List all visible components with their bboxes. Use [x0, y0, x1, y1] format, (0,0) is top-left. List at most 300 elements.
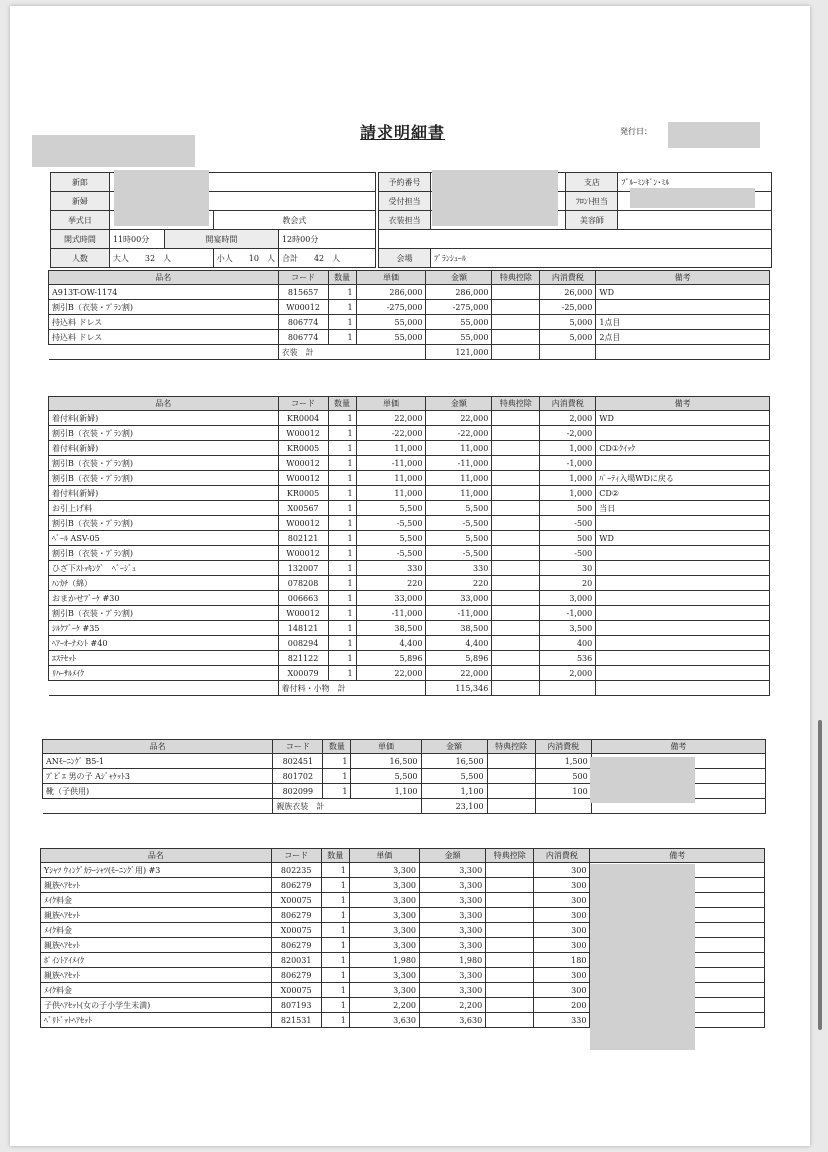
redacted-notes-family: [590, 757, 695, 803]
table-cell: ANﾓｰﾆﾝｸﾞ B5-1: [43, 754, 273, 769]
table-cell: 3,300: [420, 923, 486, 938]
reception-time-label: 開宴時間: [164, 230, 278, 249]
table-cell: 148121: [278, 621, 328, 636]
table-cell: お引上げ料: [49, 501, 279, 516]
table-cell: [492, 591, 540, 606]
table-cell: 22,000: [426, 666, 492, 681]
table-cell: 300: [534, 923, 590, 938]
table-cell: 38,500: [426, 621, 492, 636]
table-cell: 300: [534, 938, 590, 953]
table-cell: -2,000: [540, 426, 596, 441]
table-cell: 11,000: [426, 471, 492, 486]
table-cell: -500: [540, 546, 596, 561]
table-cell: 330: [534, 1013, 590, 1028]
table-cell: 33,000: [426, 591, 492, 606]
table-cell: 3,300: [349, 878, 419, 893]
table-cell: 5,500: [356, 531, 426, 546]
table-cell: [487, 754, 535, 769]
table-cell: 801702: [273, 769, 323, 784]
items-table-costume: [48, 270, 770, 360]
table-cell: 55,000: [426, 315, 492, 330]
table-cell: 子供ﾍｱｾｯﾄ(女の子小学生未満): [41, 998, 272, 1013]
table-cell: X00075: [271, 893, 321, 908]
branch-value: ﾌﾞﾙｰﾐﾝｷﾞﾝ･ﾐﾙ: [618, 173, 772, 192]
table-cell: 3,300: [349, 893, 419, 908]
table-row: [49, 411, 770, 426]
table-cell: [492, 531, 540, 546]
table-cell: -11,000: [426, 456, 492, 471]
table-cell: [492, 606, 540, 621]
table-cell: 802451: [273, 754, 323, 769]
table-cell: CD②: [596, 486, 770, 501]
table-cell: 5,500: [421, 769, 487, 784]
table-cell: 割引B（衣装・ﾌﾟﾗﾝ割): [49, 471, 279, 486]
column-header: 備考: [591, 740, 765, 754]
table-cell: 400: [540, 636, 596, 651]
table-cell: -5,500: [426, 516, 492, 531]
table-cell: 26,000: [540, 285, 596, 300]
table-cell: [492, 471, 540, 486]
table-cell: 300: [534, 893, 590, 908]
table-cell: 4,400: [356, 636, 426, 651]
table-cell: 5,500: [351, 769, 421, 784]
subtotal-label: 親族衣装 計: [273, 799, 421, 814]
table-cell: WD: [596, 285, 770, 300]
table-cell: X00075: [271, 983, 321, 998]
table-cell: 3,300: [349, 863, 419, 878]
table-cell: ﾍﾞｰﾙ ASV-05: [49, 531, 279, 546]
table-cell: 330: [356, 561, 426, 576]
table-row: [49, 471, 770, 486]
table-cell: 802099: [273, 784, 323, 799]
table-cell: 55,000: [356, 315, 426, 330]
table-row: [49, 531, 770, 546]
subtotal-value: 23,100: [421, 799, 487, 814]
table-cell: 1: [328, 606, 356, 621]
table-cell: KR0005: [278, 441, 328, 456]
table-header-row: [49, 271, 770, 285]
table-cell: 1: [323, 769, 351, 784]
table-cell: WD: [596, 411, 770, 426]
table-cell: -1,000: [540, 606, 596, 621]
table-cell: おまかせﾌﾞｰｹ #30: [49, 591, 279, 606]
scrollbar[interactable]: [818, 720, 822, 1030]
table-row: [49, 501, 770, 516]
table-cell: ｼﾙｸﾌﾞｰｹ #35: [49, 621, 279, 636]
table-cell: 1: [321, 923, 349, 938]
table-cell: CD①ｸｲｯｸ: [596, 441, 770, 456]
table-cell: [492, 285, 540, 300]
table-cell: 500: [535, 769, 591, 784]
table-cell: [596, 300, 770, 315]
redacted-notes-hair: [590, 864, 695, 1050]
table-cell: [486, 923, 534, 938]
table-cell: 1: [328, 516, 356, 531]
table-cell: 親族ﾍｱｾｯﾄ: [41, 938, 272, 953]
subtotal-value: 115,346: [426, 681, 492, 696]
table-cell: 2,200: [349, 998, 419, 1013]
table-row: [49, 636, 770, 651]
table-cell: KR0004: [278, 411, 328, 426]
table-cell: 300: [534, 878, 590, 893]
redacted-front-staff: [630, 188, 755, 208]
table-header-row: [43, 740, 766, 754]
table-cell: 1: [328, 426, 356, 441]
table-cell: 5,000: [540, 330, 596, 345]
table-cell: [596, 546, 770, 561]
table-cell: [596, 456, 770, 471]
table-cell: 22,000: [356, 666, 426, 681]
table-cell: [486, 968, 534, 983]
table-cell: ﾘﾊｰｻﾙﾒｲｸ: [49, 666, 279, 681]
table-cell: 1: [321, 953, 349, 968]
table-cell: -22,000: [426, 426, 492, 441]
table-cell: 1: [328, 561, 356, 576]
table-cell: 500: [540, 501, 596, 516]
table-row: [49, 456, 770, 471]
table-cell: -5,500: [356, 516, 426, 531]
table-cell: 220: [356, 576, 426, 591]
table-cell: 3,300: [420, 938, 486, 953]
beautician-label: 美容師: [566, 211, 618, 230]
column-header: 単価: [349, 849, 419, 863]
table-cell: 1,100: [351, 784, 421, 799]
table-cell: 55,000: [356, 330, 426, 345]
table-cell: 1: [328, 486, 356, 501]
table-cell: 20: [540, 576, 596, 591]
table-cell: 821531: [271, 1013, 321, 1028]
column-header: 品名: [43, 740, 273, 754]
column-header: 内消費税: [540, 271, 596, 285]
table-cell: 5,500: [356, 501, 426, 516]
table-cell: 1: [328, 591, 356, 606]
table-cell: 806279: [271, 938, 321, 953]
column-header: 品名: [49, 397, 279, 411]
table-cell: -11,000: [426, 606, 492, 621]
column-header: 備考: [596, 271, 770, 285]
column-header: 数量: [323, 740, 351, 754]
table-cell: [492, 486, 540, 501]
ceremony-type: 教会式: [213, 211, 375, 230]
table-cell: 1: [321, 908, 349, 923]
table-cell: 1: [328, 651, 356, 666]
table-cell: 1,000: [540, 471, 596, 486]
table-cell: 3,300: [349, 908, 419, 923]
table-cell: -25,000: [540, 300, 596, 315]
table-cell: 親族ﾍｱｾｯﾄ: [41, 908, 272, 923]
table-cell: 1: [321, 998, 349, 1013]
table-cell: 1: [328, 531, 356, 546]
table-cell: [486, 863, 534, 878]
table-row: [49, 651, 770, 666]
table-cell: [486, 878, 534, 893]
table-cell: WD: [596, 531, 770, 546]
table-cell: [596, 621, 770, 636]
table-cell: [596, 516, 770, 531]
table-cell: -1,000: [540, 456, 596, 471]
table-cell: [596, 606, 770, 621]
table-cell: 008294: [278, 636, 328, 651]
table-row: [49, 315, 770, 330]
column-header: コード: [278, 271, 328, 285]
table-cell: 55,000: [426, 330, 492, 345]
table-cell: 1: [321, 938, 349, 953]
table-row: [49, 606, 770, 621]
table-cell: 5,896: [356, 651, 426, 666]
people-label: 人数: [51, 249, 110, 268]
redacted-recipient: [32, 135, 195, 167]
column-header: 品名: [49, 271, 279, 285]
table-row: [49, 561, 770, 576]
table-cell: ﾒｲｸ料金: [41, 893, 272, 908]
table-cell: [492, 330, 540, 345]
table-cell: W00012: [278, 471, 328, 486]
table-cell: 割引B（衣装・ﾌﾟﾗﾝ割): [49, 606, 279, 621]
table-cell: 1,000: [540, 441, 596, 456]
table-cell: ﾊﾝｶﾁ（綿）: [49, 576, 279, 591]
column-header: 単価: [356, 397, 426, 411]
table-row: [49, 300, 770, 315]
table-cell: 親族ﾍｱｾｯﾄ: [41, 878, 272, 893]
table-cell: 1: [321, 878, 349, 893]
table-cell: 820031: [271, 953, 321, 968]
table-cell: 22,000: [426, 411, 492, 426]
bride-label: 新婦: [51, 192, 110, 211]
table-cell: [492, 636, 540, 651]
table-cell: 3,300: [349, 968, 419, 983]
table-cell: 22,000: [356, 411, 426, 426]
table-cell: W00012: [278, 456, 328, 471]
table-cell: 3,300: [420, 983, 486, 998]
table-cell: 11,000: [426, 441, 492, 456]
table-cell: 16,500: [351, 754, 421, 769]
column-header: 単価: [356, 271, 426, 285]
table-cell: 1: [328, 411, 356, 426]
children-count: 小人 10 人: [213, 249, 278, 268]
table-cell: 806279: [271, 908, 321, 923]
table-row: [49, 285, 770, 300]
table-cell: 286,000: [356, 285, 426, 300]
column-header: 数量: [321, 849, 349, 863]
table-row: [49, 516, 770, 531]
subtotal-row: [49, 681, 770, 696]
table-cell: 3,500: [540, 621, 596, 636]
column-header: コード: [271, 849, 321, 863]
column-header: 内消費税: [540, 397, 596, 411]
table-cell: 1: [328, 666, 356, 681]
table-cell: [492, 576, 540, 591]
table-cell: [486, 953, 534, 968]
start-time-label: 開式時間: [51, 230, 110, 249]
issue-date-label: 発行日：: [620, 127, 652, 136]
table-row: [49, 576, 770, 591]
table-cell: 着付料(新婦): [49, 486, 279, 501]
table-cell: 5,000: [540, 315, 596, 330]
table-cell: 132007: [278, 561, 328, 576]
table-cell: [492, 651, 540, 666]
table-cell: 1: [328, 315, 356, 330]
table-cell: 1: [328, 300, 356, 315]
table-cell: [492, 456, 540, 471]
table-cell: 11,000: [356, 471, 426, 486]
table-cell: 33,000: [356, 591, 426, 606]
table-cell: 806279: [271, 968, 321, 983]
table-cell: 300: [534, 983, 590, 998]
column-header: 金額: [426, 271, 492, 285]
column-header: 内消費税: [534, 849, 590, 863]
table-cell: [486, 983, 534, 998]
column-header: 特典控除: [486, 849, 534, 863]
table-cell: W00012: [278, 516, 328, 531]
table-cell: 330: [426, 561, 492, 576]
table-cell: 536: [540, 651, 596, 666]
table-cell: X00075: [271, 923, 321, 938]
table-cell: [596, 426, 770, 441]
table-header-row: [49, 397, 770, 411]
column-header: 数量: [328, 397, 356, 411]
table-cell: 1,100: [421, 784, 487, 799]
table-cell: 1: [328, 576, 356, 591]
table-cell: 5,500: [426, 531, 492, 546]
table-cell: 3,300: [420, 878, 486, 893]
column-header: 品名: [41, 849, 272, 863]
table-cell: 16,500: [421, 754, 487, 769]
table-cell: -11,000: [356, 456, 426, 471]
table-cell: [486, 893, 534, 908]
reception-staff-label: 受付担当: [379, 192, 431, 211]
front-staff-label: ﾌﾛﾝﾄ担当: [566, 192, 618, 211]
page-title: 請求明細書: [360, 123, 446, 142]
table-cell: 割引B（衣装・ﾌﾟﾗﾝ割): [49, 516, 279, 531]
column-header: 金額: [426, 397, 492, 411]
table-cell: 靴（子供用): [43, 784, 273, 799]
column-header: 特典控除: [492, 271, 540, 285]
table-cell: 1: [321, 863, 349, 878]
table-cell: 親族ﾍｱｾｯﾄ: [41, 968, 272, 983]
table-cell: -5,500: [426, 546, 492, 561]
table-cell: [487, 784, 535, 799]
table-cell: 1: [321, 1013, 349, 1028]
table-cell: 1,500: [535, 754, 591, 769]
table-cell: ﾊﾟｰﾃｨ入場WDに戻る: [596, 471, 770, 486]
table-cell: 3,300: [349, 923, 419, 938]
table-row: [49, 486, 770, 501]
table-cell: 11,000: [356, 441, 426, 456]
table-cell: ﾌﾟﾋﾟｴ 男の子 Aｼﾞｬｹｯﾄ3: [43, 769, 273, 784]
table-cell: 1: [323, 784, 351, 799]
table-cell: 806774: [278, 315, 328, 330]
table-row: [49, 330, 770, 345]
table-cell: 006663: [278, 591, 328, 606]
table-cell: 300: [534, 908, 590, 923]
table-cell: A913T-OW-1174: [49, 285, 279, 300]
table-cell: [492, 411, 540, 426]
table-cell: 1: [328, 471, 356, 486]
table-cell: -275,000: [356, 300, 426, 315]
table-cell: 1,980: [420, 953, 486, 968]
column-header: 金額: [421, 740, 487, 754]
table-row: [49, 666, 770, 681]
table-cell: 割引B（衣装・ﾌﾟﾗﾝ割): [49, 456, 279, 471]
costume-staff-label: 衣装担当: [379, 211, 431, 230]
table-cell: 11,000: [356, 486, 426, 501]
table-cell: ｴｽﾃｾｯﾄ: [49, 651, 279, 666]
table-cell: 2,000: [540, 666, 596, 681]
table-cell: X00079: [278, 666, 328, 681]
table-cell: 806279: [271, 878, 321, 893]
items-table-dressing: [48, 396, 770, 696]
table-cell: 286,000: [426, 285, 492, 300]
table-cell: -275,000: [426, 300, 492, 315]
table-cell: 1: [328, 501, 356, 516]
table-cell: 1: [328, 330, 356, 345]
branch-label: 支店: [566, 173, 618, 192]
total-count: 合計 42 人: [278, 249, 375, 268]
table-header-row: [41, 849, 765, 863]
table-cell: [486, 938, 534, 953]
adults-count: 大人 32 人: [109, 249, 213, 268]
table-cell: [492, 621, 540, 636]
table-cell: 1: [321, 983, 349, 998]
table-cell: W00012: [278, 300, 328, 315]
table-cell: [492, 501, 540, 516]
table-cell: 1: [328, 621, 356, 636]
table-cell: 300: [534, 968, 590, 983]
table-cell: 着付料(新婦): [49, 441, 279, 456]
table-row: [49, 441, 770, 456]
table-cell: [492, 546, 540, 561]
table-cell: KR0005: [278, 486, 328, 501]
table-cell: X00567: [278, 501, 328, 516]
table-cell: -5,500: [356, 546, 426, 561]
groom-label: 新郎: [51, 173, 110, 192]
column-header: 数量: [328, 271, 356, 285]
table-cell: 1: [321, 893, 349, 908]
table-cell: ﾍｱｰｵｰﾅﾒﾝﾄ #40: [49, 636, 279, 651]
table-cell: [596, 636, 770, 651]
table-cell: 3,630: [420, 1013, 486, 1028]
table-cell: [492, 516, 540, 531]
booking-label: 予約番号: [379, 173, 431, 192]
table-cell: 1点目: [596, 315, 770, 330]
table-cell: 38,500: [356, 621, 426, 636]
venue-value: ﾌﾞﾗﾝｼｭｰﾙ: [430, 249, 771, 268]
table-cell: 806774: [278, 330, 328, 345]
table-cell: ﾒｲｸ料金: [41, 923, 272, 938]
table-cell: W00012: [278, 426, 328, 441]
table-cell: [596, 576, 770, 591]
table-row: [49, 546, 770, 561]
column-header: 特典控除: [492, 397, 540, 411]
table-cell: [492, 561, 540, 576]
table-cell: 2,200: [420, 998, 486, 1013]
table-cell: 802121: [278, 531, 328, 546]
table-cell: [486, 1013, 534, 1028]
table-cell: 1: [328, 636, 356, 651]
column-header: コード: [273, 740, 323, 754]
redacted-names: [114, 170, 209, 226]
table-cell: ﾎﾟｲﾝﾄｱｲﾒｲｸ: [41, 953, 272, 968]
column-header: 備考: [590, 849, 765, 863]
column-header: 金額: [420, 849, 486, 863]
table-cell: 220: [426, 576, 492, 591]
table-cell: ひざ下ｽﾄｯｷﾝｸﾞ ﾍﾞｰｼﾞｭ: [49, 561, 279, 576]
table-row: [49, 591, 770, 606]
column-header: 備考: [596, 397, 770, 411]
table-cell: 1: [328, 546, 356, 561]
table-cell: Yｼｬﾂ ｳｨﾝｸﾞｶﾗｰｼｬﾂ(ﾓｰﾆﾝｸﾞ用) #3: [41, 863, 272, 878]
table-cell: 当日: [596, 501, 770, 516]
